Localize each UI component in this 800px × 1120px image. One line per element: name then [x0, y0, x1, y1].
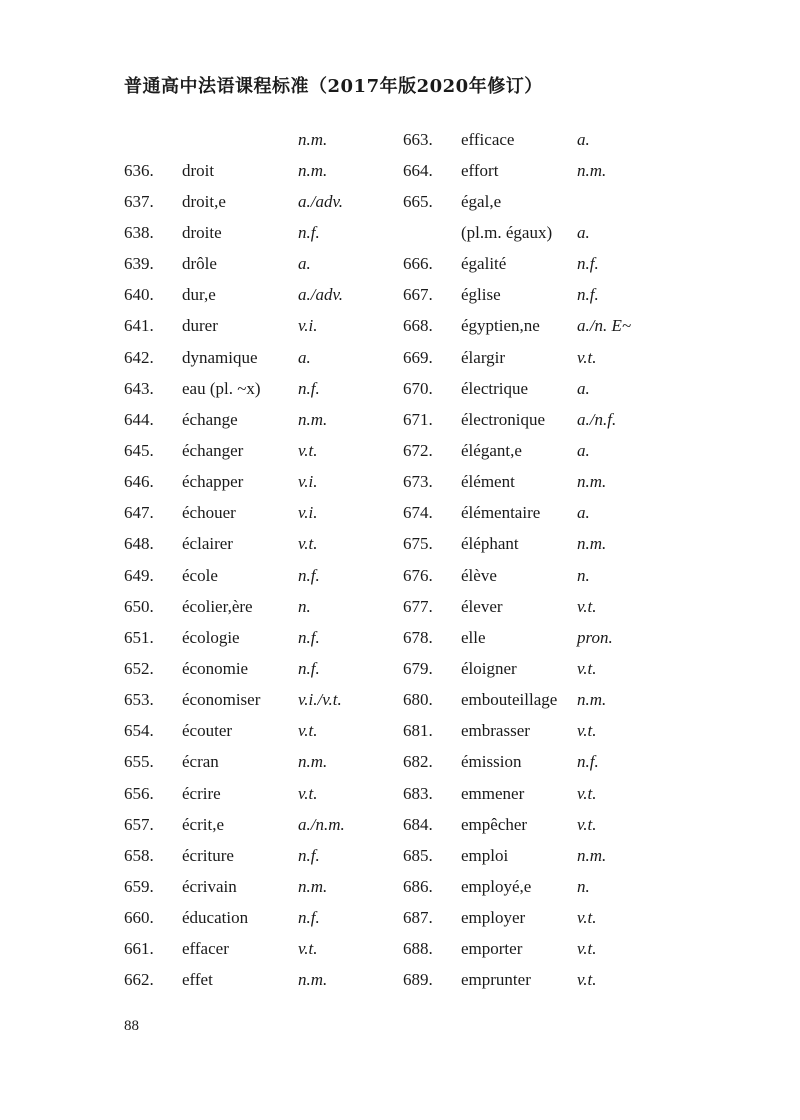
vocab-entry [403, 809, 631, 840]
entry-word: employer [461, 908, 526, 928]
entry-word: dur,e [182, 285, 216, 305]
entry-word: emploi [461, 845, 509, 865]
vocab-entry [403, 591, 631, 622]
entry-part-of-speech: a. [577, 378, 590, 398]
vocab-entry [403, 871, 631, 902]
entry-word: droite [182, 222, 222, 242]
entry-part-of-speech: v.t. [577, 721, 597, 741]
entry-part-of-speech: v.i. [298, 472, 318, 492]
entry-number: 660. [124, 908, 154, 928]
entry-word: écrit,e [182, 814, 224, 834]
entry-number: 657. [124, 814, 154, 834]
entry-word: élément [461, 472, 515, 492]
page-number: 88 [124, 1018, 139, 1034]
entry-part-of-speech: n.m. [298, 752, 328, 772]
entry-word: effort [461, 160, 499, 180]
vocab-entry [124, 280, 345, 311]
entry-word: effet [182, 970, 213, 990]
entry-part-of-speech: v.t. [577, 347, 597, 367]
entry-number: 644. [124, 409, 154, 429]
entry-part-of-speech: v.t. [577, 814, 597, 834]
entry-word: embouteillage [461, 690, 558, 710]
entry-number: 678. [403, 627, 433, 647]
entry-part-of-speech: n.f. [577, 254, 599, 274]
entry-number: 661. [124, 939, 154, 959]
entry-number: 672. [403, 440, 433, 460]
entry-word: église [461, 285, 501, 305]
entry-number: 688. [403, 939, 433, 959]
page-header: 普通高中法语课程标准（2017年版2020年修订） [124, 76, 543, 97]
entry-number: 680. [403, 690, 433, 710]
vocab-entry [403, 435, 631, 466]
entry-number: 669. [403, 347, 433, 367]
entry-number: 637. [124, 191, 154, 211]
entry-word: drôle [182, 254, 217, 274]
entry-part-of-speech: a. [577, 222, 590, 242]
entry-part-of-speech: v.i. [298, 316, 318, 336]
entry-part-of-speech: v.t. [298, 534, 318, 554]
entry-part-of-speech: n.m. [298, 129, 328, 149]
entry-number: 650. [124, 596, 154, 616]
entry-part-of-speech: a. [577, 440, 590, 460]
vocab-entry [124, 373, 345, 404]
entry-word: écran [182, 752, 219, 772]
vocab-entry [124, 124, 345, 155]
entry-part-of-speech: pron. [577, 627, 613, 647]
entry-number: 664. [403, 160, 433, 180]
entry-word: écouter [182, 721, 233, 741]
vocab-entry [124, 249, 345, 280]
vocab-entry [403, 965, 631, 996]
entry-number: 642. [124, 347, 154, 367]
entry-word: école [182, 565, 218, 585]
entry-number: 668. [403, 316, 433, 336]
entry-part-of-speech: a./n. E~ [577, 316, 632, 336]
entry-word: emprunter [461, 970, 531, 990]
entry-part-of-speech: a./n.f. [577, 409, 617, 429]
entry-part-of-speech: n. [298, 596, 311, 616]
entry-word: éclairer [182, 534, 233, 554]
entry-number: 636. [124, 160, 154, 180]
entry-part-of-speech: a./n.m. [298, 814, 345, 834]
entry-number: 686. [403, 876, 433, 896]
entry-word: éloigner [461, 658, 517, 678]
vocab-entry [124, 404, 345, 435]
entry-word: écrire [182, 783, 221, 803]
entry-part-of-speech: a./adv. [298, 285, 344, 305]
entry-part-of-speech: v.i./v.t. [298, 690, 342, 710]
entry-word: échanger [182, 440, 244, 460]
entry-number: 647. [124, 503, 154, 523]
entry-word: droit [182, 160, 215, 180]
entry-word: égal,e [461, 191, 502, 211]
entry-word: élargir [461, 347, 506, 367]
entry-word: élémentaire [461, 503, 541, 523]
entry-number: 655. [124, 752, 154, 772]
vocab-column-left [124, 124, 345, 996]
entry-part-of-speech: v.t. [298, 721, 318, 741]
vocab-entry [403, 280, 631, 311]
vocab-entry [124, 747, 345, 778]
vocab-entry [403, 404, 631, 435]
entry-word: électronique [461, 409, 546, 429]
vocab-entry [124, 435, 345, 466]
entry-part-of-speech: v.t. [577, 783, 597, 803]
entry-number: 663. [403, 129, 433, 149]
entry-number: 684. [403, 814, 433, 834]
entry-part-of-speech: v.t. [298, 440, 318, 460]
entry-word: embrasser [461, 721, 530, 741]
entry-part-of-speech: n.m. [577, 160, 607, 180]
vocab-entry [403, 778, 631, 809]
entry-number: 670. [403, 378, 433, 398]
vocab-entry [124, 653, 345, 684]
entry-number: 675. [403, 534, 433, 554]
entry-part-of-speech: v.t. [577, 908, 597, 928]
vocab-entry [403, 498, 631, 529]
entry-word: elle [461, 627, 486, 647]
entry-word: efficace [461, 129, 515, 149]
entry-part-of-speech: a./adv. [298, 191, 344, 211]
entry-word: écrivain [182, 876, 237, 896]
vocab-entry [124, 809, 345, 840]
vocab-entry [124, 529, 345, 560]
entry-word: égyptien,ne [461, 316, 540, 336]
entry-number: 643. [124, 378, 154, 398]
entry-word: électrique [461, 378, 529, 398]
entry-part-of-speech: v.t. [577, 939, 597, 959]
vocab-entry [403, 840, 631, 871]
vocab-entry [124, 871, 345, 902]
entry-number: 654. [124, 721, 154, 741]
entry-part-of-speech: v.i. [298, 503, 318, 523]
vocab-column-right [403, 124, 631, 996]
entry-part-of-speech: n.m. [577, 690, 607, 710]
vocab-entry [124, 342, 345, 373]
entry-part-of-speech: n.f. [298, 658, 320, 678]
entry-word: éducation [182, 908, 249, 928]
entry-number: 638. [124, 222, 154, 242]
entry-number: 645. [124, 440, 154, 460]
vocab-entry [403, 311, 631, 342]
entry-number: 656. [124, 783, 154, 803]
entry-number: 674. [403, 503, 433, 523]
entry-word: économiser [182, 690, 261, 710]
vocab-entry [124, 934, 345, 965]
entry-part-of-speech: n.f. [577, 285, 599, 305]
vocab-entry [124, 311, 345, 342]
vocab-entry [124, 560, 345, 591]
vocab-entry [124, 186, 345, 217]
entry-part-of-speech: n.f. [298, 845, 320, 865]
entry-number: 658. [124, 845, 154, 865]
entry-part-of-speech: n.m. [577, 534, 607, 554]
entry-part-of-speech: v.t. [298, 939, 318, 959]
entry-part-of-speech: a. [298, 347, 311, 367]
entry-number: 679. [403, 658, 433, 678]
entry-word: élégant,e [461, 440, 522, 460]
entry-word: empêcher [461, 814, 528, 834]
entry-part-of-speech: n.f. [298, 222, 320, 242]
vocab-entry [124, 155, 345, 186]
entry-part-of-speech: n.f. [298, 378, 320, 398]
entry-part-of-speech: n.f. [298, 908, 320, 928]
vocab-entry [124, 622, 345, 653]
entry-number: 682. [403, 752, 433, 772]
entry-part-of-speech: n.f. [577, 752, 599, 772]
entry-word: échapper [182, 472, 244, 492]
entry-number: 687. [403, 908, 433, 928]
entry-word: élever [461, 596, 503, 616]
vocab-entry [124, 591, 345, 622]
entry-part-of-speech: n.m. [577, 472, 607, 492]
entry-word: éléphant [461, 534, 519, 554]
entry-number: 651. [124, 627, 154, 647]
vocab-entry [403, 155, 631, 186]
vocab-entry [124, 903, 345, 934]
entry-word: écolier,ère [182, 596, 253, 616]
entry-number: 671. [403, 409, 433, 429]
vocab-entry [124, 467, 345, 498]
entry-part-of-speech: n.m. [298, 409, 328, 429]
entry-number: 640. [124, 285, 154, 305]
entry-word: emporter [461, 939, 523, 959]
entry-number: 652. [124, 658, 154, 678]
vocab-entry [403, 685, 631, 716]
entry-word: employé,e [461, 876, 532, 896]
entry-number: 673. [403, 472, 433, 492]
vocab-entry [124, 840, 345, 871]
entry-number: 676. [403, 565, 433, 585]
entry-word: élève [461, 565, 497, 585]
entry-number: 689. [403, 970, 433, 990]
entry-word: échouer [182, 503, 236, 523]
entry-part-of-speech: a. [577, 503, 590, 523]
vocab-entry [124, 498, 345, 529]
entry-part-of-speech: n.m. [577, 845, 607, 865]
entry-part-of-speech: v.t. [298, 783, 318, 803]
entry-word: émission [461, 752, 522, 772]
entry-part-of-speech: v.t. [577, 658, 597, 678]
vocab-entry [403, 186, 631, 217]
entry-part-of-speech: a. [298, 254, 311, 274]
entry-part-of-speech: v.t. [577, 970, 597, 990]
entry-part-of-speech: n.m. [298, 160, 328, 180]
vocab-entry [403, 467, 631, 498]
entry-number: 641. [124, 316, 154, 336]
entry-part-of-speech: n. [577, 876, 590, 896]
vocab-entry [403, 934, 631, 965]
entry-word: eau (pl. ~x) [182, 378, 261, 398]
vocab-entry [403, 373, 631, 404]
vocab-entry [124, 217, 345, 248]
entry-number: 667. [403, 285, 433, 305]
vocab-entry [403, 903, 631, 934]
entry-word: économie [182, 658, 249, 678]
entry-number: 639. [124, 254, 154, 274]
entry-number: 659. [124, 876, 154, 896]
entry-number: 649. [124, 565, 154, 585]
entry-word: égalité [461, 254, 507, 274]
entry-word: droit,e [182, 191, 226, 211]
entry-part-of-speech: n. [577, 565, 590, 585]
entry-word: effacer [182, 939, 229, 959]
vocab-entry [403, 560, 631, 591]
entry-number: 662. [124, 970, 154, 990]
vocab-entry [403, 217, 631, 248]
entry-number: 681. [403, 721, 433, 741]
entry-word: écologie [182, 627, 240, 647]
entry-word: durer [182, 316, 218, 336]
entry-number: 665. [403, 191, 433, 211]
vocab-entry [403, 342, 631, 373]
entry-part-of-speech: a. [577, 129, 590, 149]
vocab-entry [124, 685, 345, 716]
entry-number: 683. [403, 783, 433, 803]
entry-part-of-speech: n.f. [298, 565, 320, 585]
vocab-entry [403, 529, 631, 560]
entry-part-of-speech: v.t. [577, 596, 597, 616]
vocab-entry [403, 716, 631, 747]
entry-number: 677. [403, 596, 433, 616]
entry-word: emmener [461, 783, 525, 803]
entry-word: dynamique [182, 347, 258, 367]
entry-number: 646. [124, 472, 154, 492]
entry-word: échange [182, 409, 238, 429]
vocab-entry [403, 747, 631, 778]
entry-part-of-speech: n.m. [298, 970, 328, 990]
entry-number: 666. [403, 254, 433, 274]
entry-word: (pl.m. égaux) [461, 222, 553, 242]
vocab-entry [403, 249, 631, 280]
entry-part-of-speech: n.m. [298, 876, 328, 896]
entry-number: 648. [124, 534, 154, 554]
vocab-entry [124, 965, 345, 996]
vocab-entry [124, 778, 345, 809]
entry-part-of-speech: n.f. [298, 627, 320, 647]
vocab-entry [124, 716, 345, 747]
vocab-entry [403, 622, 631, 653]
entry-number: 653. [124, 690, 154, 710]
entry-number: 685. [403, 845, 433, 865]
vocab-entry [403, 124, 631, 155]
entry-word: écriture [182, 845, 234, 865]
vocab-entry [403, 653, 631, 684]
